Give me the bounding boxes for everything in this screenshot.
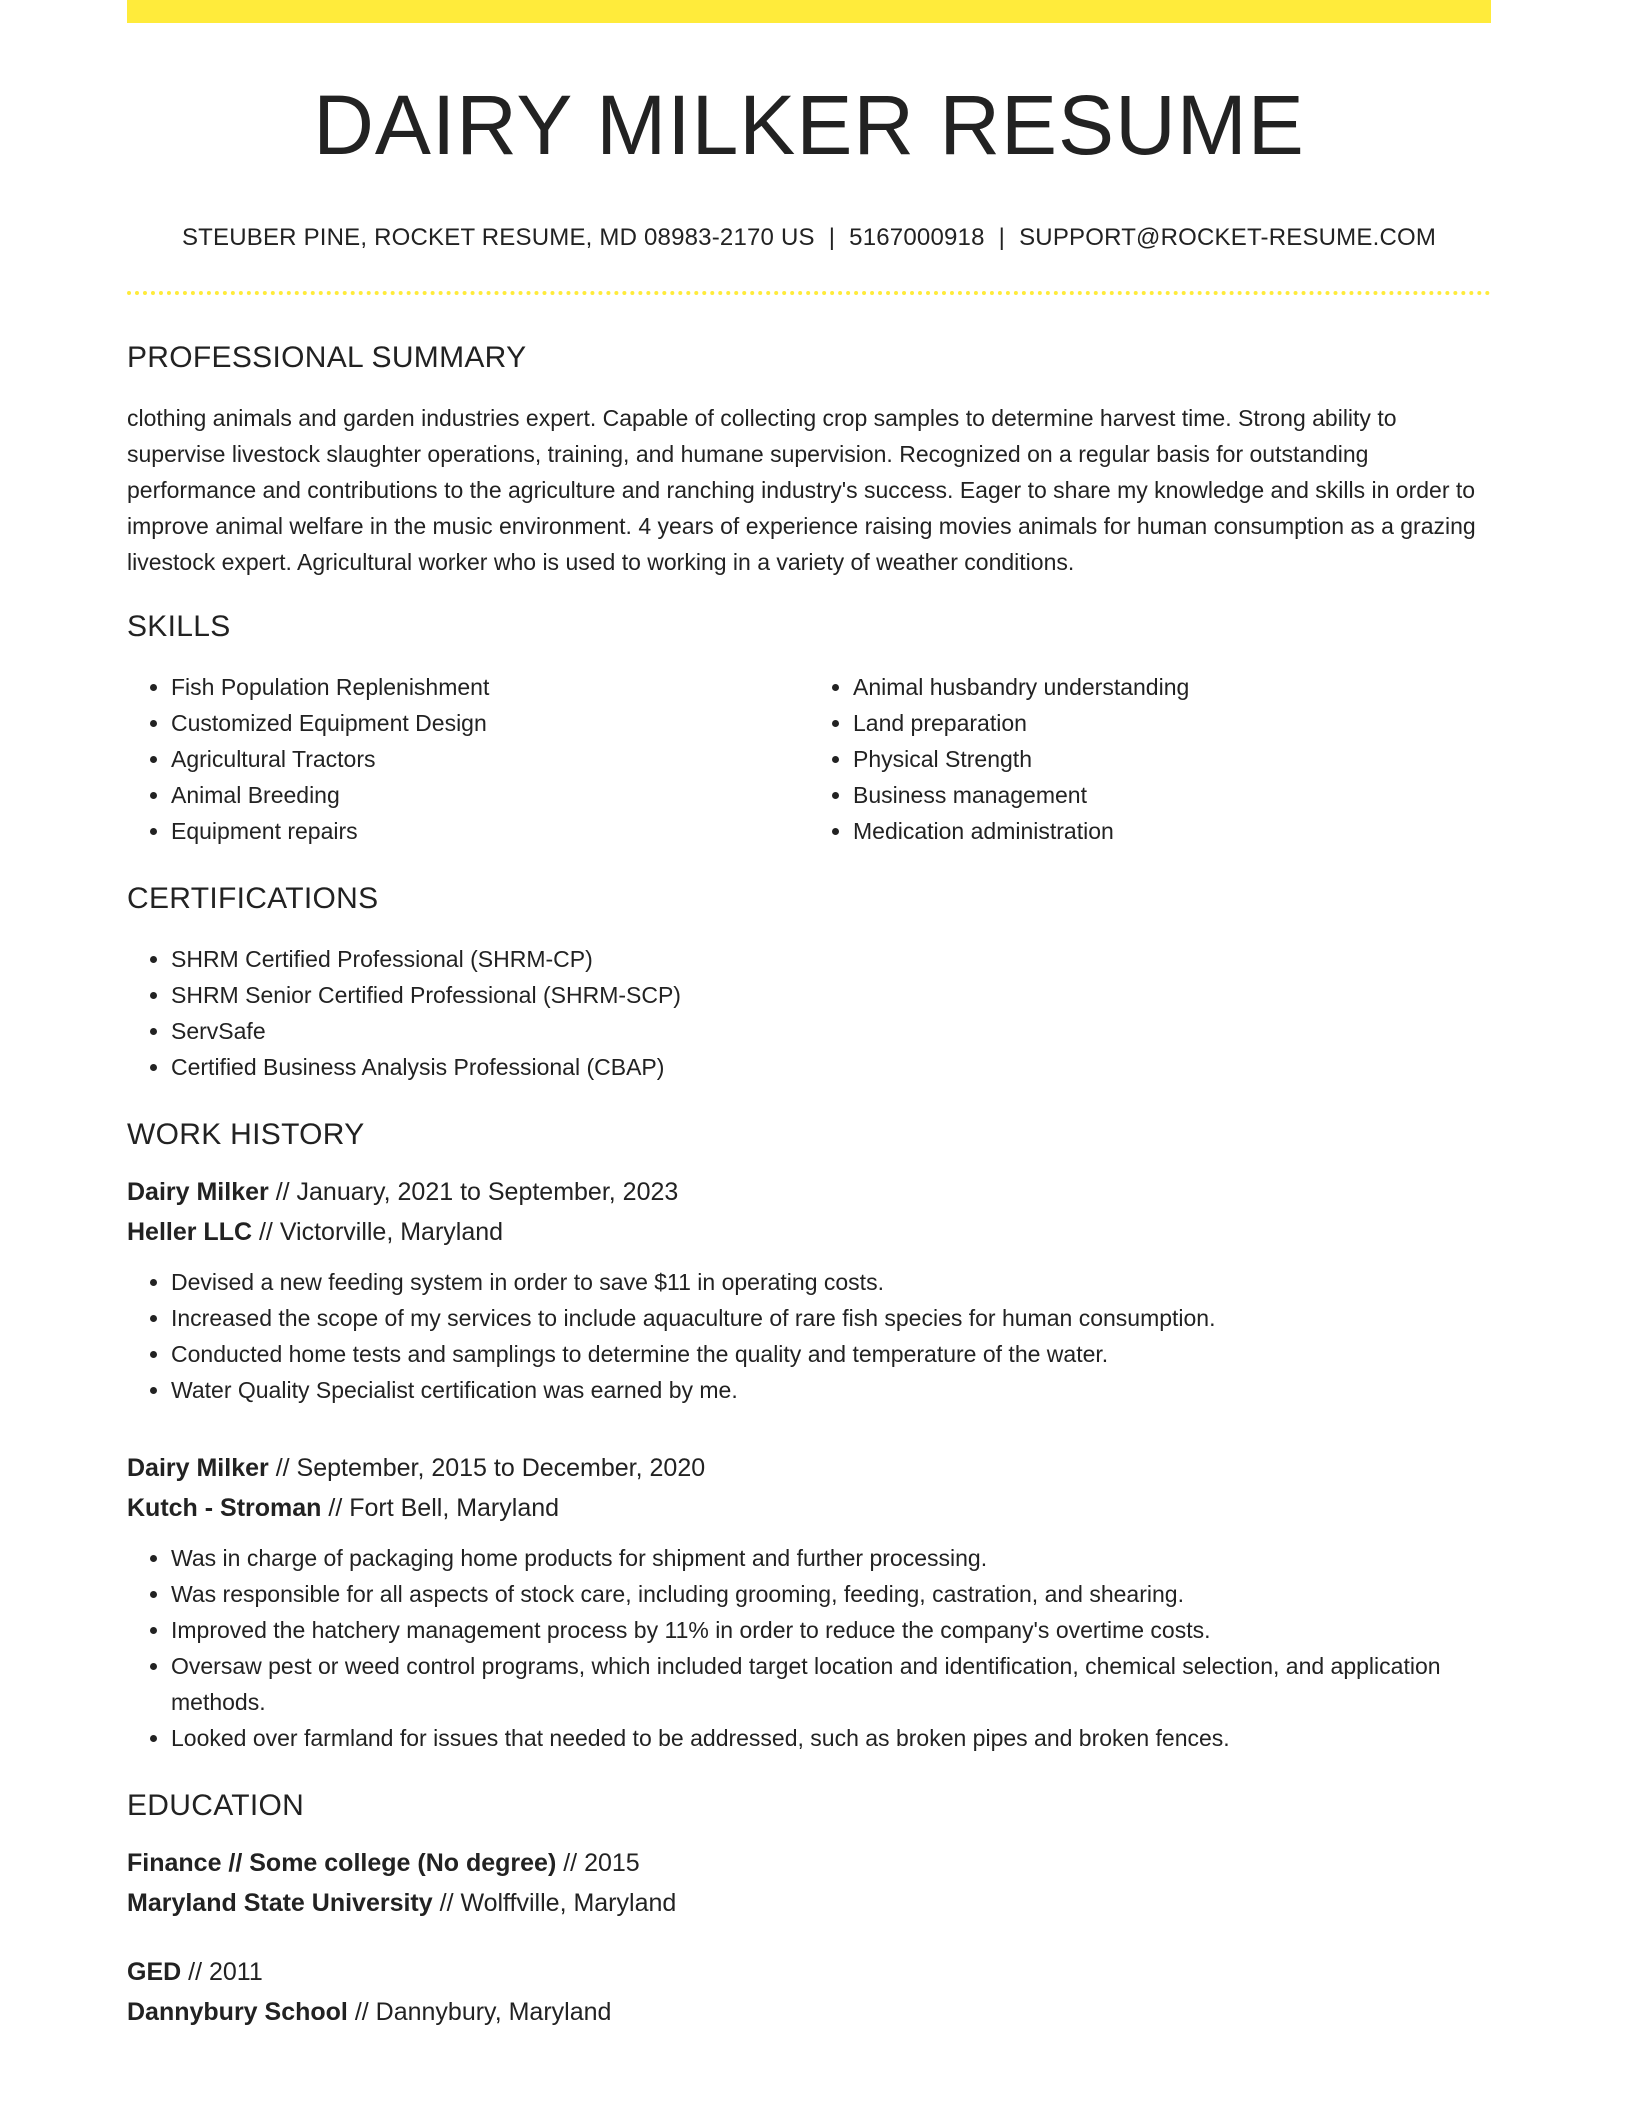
skills-grid	[127, 669, 1491, 849]
education-location: // Dannybury, Maryland	[347, 1998, 612, 2026]
contact-address: STEUBER PINE, ROCKET RESUME, MD 08983-2170 US	[181, 224, 815, 251]
education-year: // 2011	[181, 1958, 263, 1986]
work-history-heading: WORK HISTORY	[127, 1118, 365, 1151]
education-entry	[127, 1952, 1491, 2032]
education-school: Dannybury School	[127, 1998, 348, 2026]
job-company: Heller LLC	[127, 1218, 253, 1246]
job-bullets	[127, 1540, 1491, 1756]
skill-item: • Fish Population Replenishment	[171, 669, 809, 705]
summary-heading: PROFESSIONAL SUMMARY	[127, 341, 527, 374]
education-school: Maryland State University	[127, 1889, 433, 1917]
contact-line	[127, 224, 1491, 252]
education-entry	[127, 1843, 1491, 1923]
job-location: // Victorville, Maryland	[252, 1218, 504, 1246]
skills-list-left	[127, 669, 809, 849]
certification-item: • Certified Business Analysis Professional (CBAP)	[171, 1049, 1491, 1085]
job-title: Dairy Milker	[127, 1454, 269, 1482]
education-school-line	[127, 1992, 1491, 2032]
summary-text: clothing animals and garden industries expert. Capable of collecting crop samples to determine harvest time. Strong ability to supervise livestock slaughter operations, training, and humane supervision. Recognized on a regular basis for outstanding performance and contributions to the agriculture and ranching industry's success. Eager to share my knowledge and skills in order to improve animal welfare in the music environment. 4 years of experience raising movies animals for human consumption as a grazing livestock expert. Agricultural worker who is used to working in a variety of weather conditions.	[127, 405, 1476, 575]
education-year: // 2015	[556, 1849, 640, 1877]
job-bullet: • Increased the scope of my services to include aquaculture of rare fish species for human consumption.	[171, 1300, 1491, 1336]
education-degree: GED	[127, 1958, 182, 1986]
work-history-section	[127, 1118, 1491, 1756]
job-location: // Fort Bell, Maryland	[321, 1494, 560, 1522]
job-bullet: • Was in charge of packaging home products for shipment and further processing.	[171, 1540, 1491, 1576]
resume-title: DAIRY MILKER RESUME	[313, 78, 1305, 172]
skills-list-right	[809, 669, 1491, 849]
skill-item: • Land preparation	[853, 705, 1491, 741]
job-company: Kutch - Stroman	[127, 1494, 322, 1522]
skill-item: • Business management	[853, 777, 1491, 813]
top-accent-bar	[127, 0, 1491, 23]
job-dates: // September, 2015 to December, 2020	[268, 1454, 706, 1482]
skill-item: • Customized Equipment Design	[171, 705, 809, 741]
skill-item: • Physical Strength	[853, 741, 1491, 777]
skill-item: • Animal husbandry understanding	[853, 669, 1491, 705]
contact-separator: |	[828, 224, 836, 251]
job-entry	[127, 1448, 1491, 1756]
skills-heading: SKILLS	[127, 610, 231, 643]
skill-item: • Animal Breeding	[171, 777, 809, 813]
education-school-line	[127, 1883, 1491, 1923]
job-dates: // January, 2021 to September, 2023	[268, 1178, 679, 1206]
skill-item: • Agricultural Tractors	[171, 741, 809, 777]
education-heading: EDUCATION	[127, 1789, 305, 1822]
certification-item: • ServSafe	[171, 1013, 1491, 1049]
job-bullets	[127, 1264, 1491, 1408]
job-title: Dairy Milker	[127, 1178, 269, 1206]
job-bullet: • Improved the hatchery management process by 11% in order to reduce the company's overtime costs.	[171, 1612, 1491, 1648]
contact-email[interactable]: SUPPORT@ROCKET-RESUME.COM	[1019, 224, 1437, 251]
summary-section	[127, 341, 1491, 580]
job-bullet: • Conducted home tests and samplings to determine the quality and temperature of the water.	[171, 1336, 1491, 1372]
job-entry	[127, 1172, 1491, 1408]
job-company-line	[127, 1488, 1491, 1528]
job-bullet: • Was responsible for all aspects of stock care, including grooming, feeding, castration, and shearing.	[171, 1576, 1491, 1612]
job-bullet: • Devised a new feeding system in order to save $11 in operating costs.	[171, 1264, 1491, 1300]
skill-item: • Equipment repairs	[171, 813, 809, 849]
certifications-heading: CERTIFICATIONS	[127, 882, 379, 915]
job-bullet: • Water Quality Specialist certification was earned by me.	[171, 1372, 1491, 1408]
education-degree-line	[127, 1843, 1491, 1883]
certifications-list	[127, 941, 1491, 1085]
resume-page	[127, 0, 1491, 2032]
skills-section	[127, 610, 1491, 849]
contact-separator: |	[998, 224, 1006, 251]
education-degree-line	[127, 1952, 1491, 1992]
dotted-divider	[127, 291, 1491, 295]
job-title-line	[127, 1448, 1491, 1488]
education-section	[127, 1789, 1491, 2032]
certifications-section	[127, 882, 1491, 1085]
job-title-line	[127, 1172, 1491, 1212]
skill-item: • Medication administration	[853, 813, 1491, 849]
certification-item: • SHRM Certified Professional (SHRM-CP)	[171, 941, 1491, 977]
education-location: // Wolffville, Maryland	[432, 1889, 677, 1917]
job-bullet: • Oversaw pest or weed control programs, which included target location and identification, chemical selection, and application methods.	[171, 1648, 1491, 1720]
job-company-line	[127, 1212, 1491, 1252]
job-bullet: • Looked over farmland for issues that needed to be addressed, such as broken pipes and broken fences.	[171, 1720, 1491, 1756]
contact-phone[interactable]: 5167000918	[849, 224, 985, 251]
certification-item: • SHRM Senior Certified Professional (SHRM-SCP)	[171, 977, 1491, 1013]
education-degree: Finance // Some college (No degree)	[127, 1849, 557, 1877]
